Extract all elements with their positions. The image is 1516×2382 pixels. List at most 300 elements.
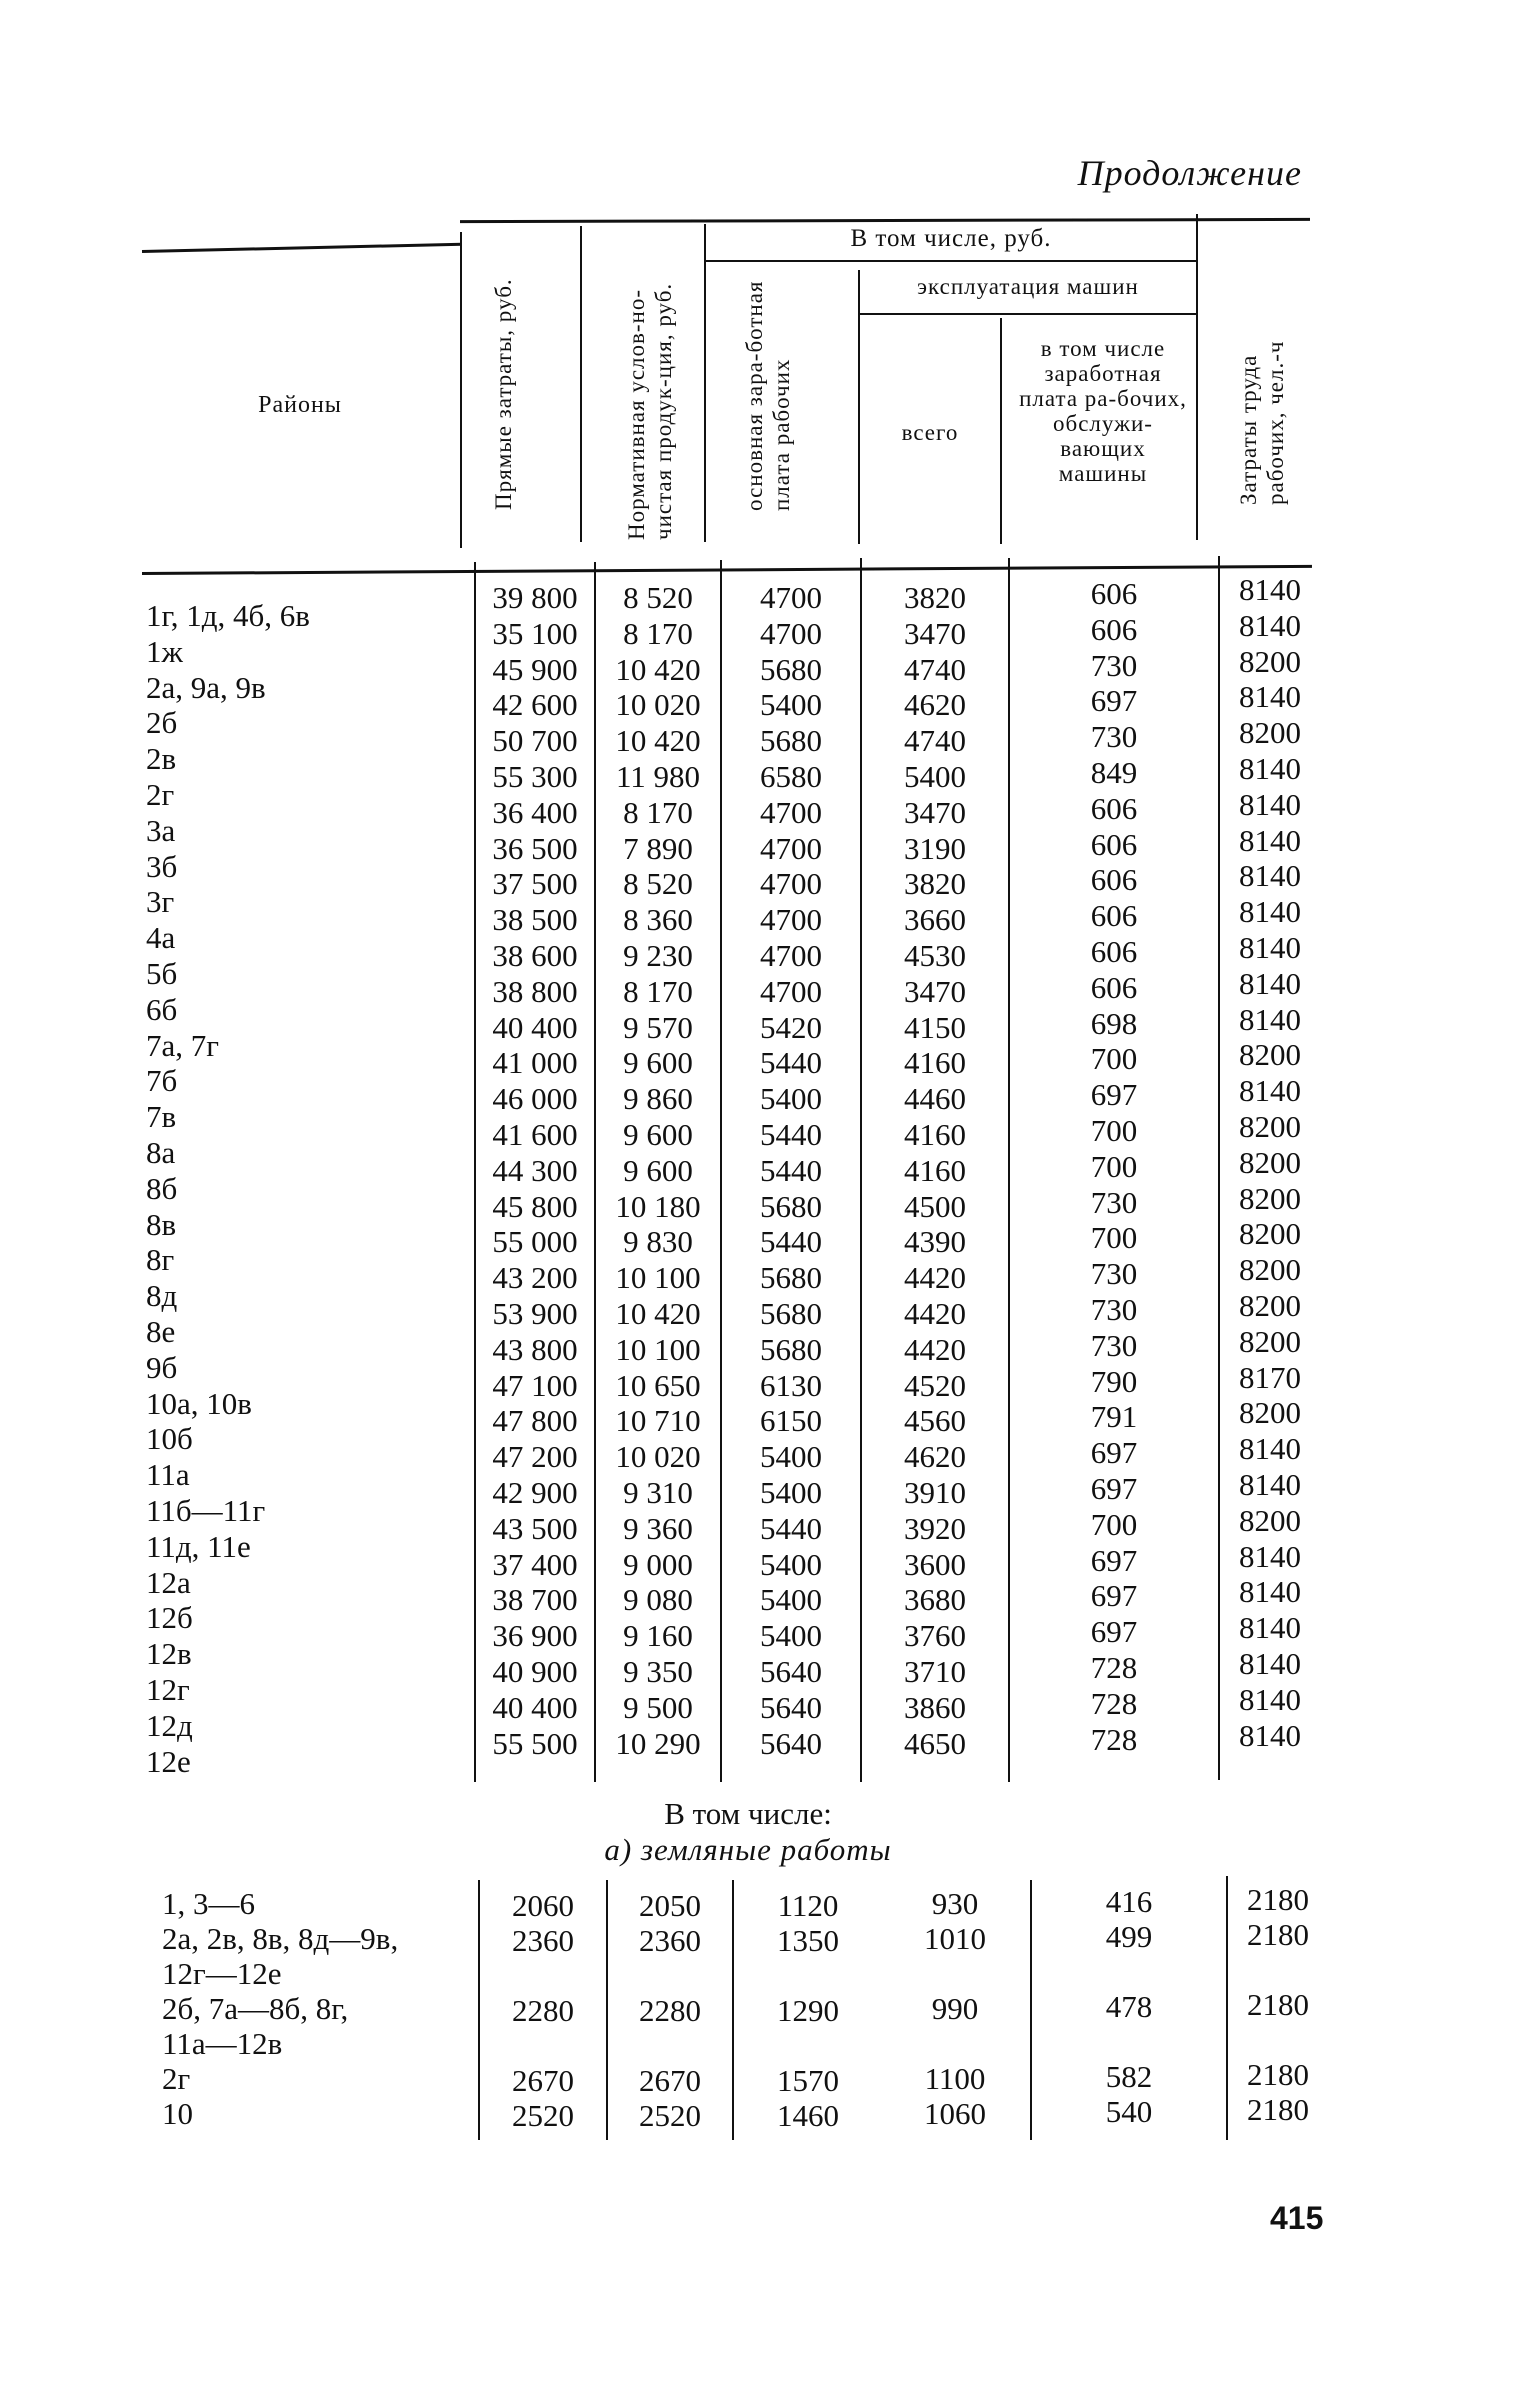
wage-cell: 4700 [760,866,822,902]
sub-labor-cell: 2180 [1247,1882,1309,1917]
base-wage-column [722,580,860,1761]
machine-wage-cell: 606 [1090,790,1138,826]
machine-total-cell: 4420 [904,1295,966,1331]
region-cell: 1г, 1д, 4б, 6в [146,598,310,633]
labor-cell: 8140 [1239,607,1301,643]
region-cell: 3а [146,812,176,848]
sub-direct-cell [480,2028,606,2063]
normative-cell: 9 160 [623,1618,693,1654]
sub-region-cell: 2г [162,2061,191,2096]
wage-cell: 4700 [760,902,822,938]
normative-cell: 9 310 [623,1474,693,1510]
wage-cell: 5680 [760,1295,822,1331]
machine-wage-cell: 730 [1090,1327,1138,1363]
machine-wage-cell: 730 [1090,1291,1138,1327]
machine-total-cell: 3710 [904,1653,966,1689]
machine-wage-cell: 606 [1090,826,1138,862]
machine-wage-cell: 606 [1090,898,1138,934]
sub-direct-cell: 2360 [512,1923,574,1958]
normative-cell: 10 420 [615,723,701,759]
labor-cell: 8140 [1239,894,1301,930]
sub-machine-total-cell: 1060 [924,2096,986,2131]
normative-cell: 10 710 [615,1403,701,1439]
sub-direct-cell: 2670 [512,2063,574,2098]
wage-cell: 4700 [760,580,822,615]
sub-machine-wage-cell [1032,1954,1226,1989]
machine-wage-cell: 697 [1090,1578,1138,1614]
wage-cell: 5680 [760,723,822,759]
wage-cell: 4700 [760,615,822,651]
normative-cell: 9 000 [623,1546,693,1582]
direct-cell: 41 600 [492,1116,578,1152]
wage-cell: 5640 [760,1725,822,1761]
sub-machine-total-cell: 1010 [924,1921,986,1956]
region-cell: 12д [146,1707,193,1743]
direct-cell: 47 800 [492,1403,578,1439]
wage-cell: 5400 [760,1474,822,1510]
wage-cell: 5400 [760,1439,822,1475]
direct-cell: 43 200 [492,1260,578,1296]
normative-cell: 8 170 [623,794,693,830]
wage-cell: 4700 [760,830,822,866]
machine-total-cell: 4150 [904,1009,966,1045]
labor-cell: 8200 [1239,1216,1301,1252]
header-hline-machines [860,313,1196,315]
sub-normative-cell: 2280 [639,1993,701,2028]
direct-cell: 40 400 [492,1689,578,1725]
region-cell: 2б [146,705,178,741]
machine-total-cell: 3820 [904,866,966,902]
labor-cell: 8200 [1239,1395,1301,1431]
direct-cell: 38 800 [492,973,578,1009]
sub-direct-cell: 2060 [512,1888,574,1923]
sub-direct-cell: 2520 [512,2098,574,2133]
region-cell: 6б [146,991,178,1027]
region-cell: 11б—11г [146,1492,266,1528]
header-normative: Нормативная услов-но-чистая продук-ция, руб. [624,282,676,540]
labor-cell: 8140 [1239,750,1301,786]
wage-cell: 4700 [760,973,822,1009]
machine-wage-cell: 697 [1090,1542,1138,1578]
machine-wage-cell: 697 [1090,1077,1138,1113]
normative-cell: 10 020 [615,1439,701,1475]
machine-total-cell: 4460 [904,1081,966,1117]
direct-cell: 38 600 [492,937,578,973]
normative-cell: 9 360 [623,1510,693,1546]
normative-cell: 9 600 [623,1116,693,1152]
machine-wage-cell: 730 [1090,719,1138,755]
region-cell: 2в [146,741,177,777]
machine-total-cell: 4620 [904,1439,966,1475]
machine-wage-cell: 730 [1090,1184,1138,1220]
region-cell: 4а [146,920,176,956]
sub-machine-total-cell: 1100 [924,2061,986,2096]
direct-cell: 45 800 [492,1188,578,1224]
direct-cell: 40 400 [492,1009,578,1045]
direct-cell: 46 000 [492,1081,578,1117]
region-cell: 12а [146,1564,191,1600]
machine-total-cell: 3600 [904,1546,966,1582]
direct-cell: 47 200 [492,1439,578,1475]
sub-wage-cell: 1570 [777,2063,839,2098]
machine-wage-cell: 730 [1090,1256,1138,1292]
machine-total-cell: 3470 [904,794,966,830]
normative-cell: 9 600 [623,1045,693,1081]
sub-machine-wage-cell: 416 [1105,1884,1153,1919]
machine-wage-cell: 698 [1090,1005,1138,1041]
labor-cell: 8140 [1239,786,1301,822]
region-cell: 8а [146,1134,176,1170]
region-cell: 7а, 7г [146,1027,219,1063]
header-vline-2 [580,226,582,542]
labor-cell: 8140 [1239,929,1301,965]
direct-cell: 55 500 [492,1725,578,1761]
sub-direct-column [480,1888,606,2133]
machine-wage-cell: 790 [1090,1363,1138,1399]
normative-cell: 9 600 [623,1152,693,1188]
labor-cell: 8200 [1239,1287,1301,1323]
wage-cell: 5440 [760,1152,822,1188]
direct-cell: 40 900 [492,1653,578,1689]
header-vline-4 [858,270,860,544]
wage-cell: 5680 [760,651,822,687]
sub-region-cell: 2а, 2в, 8в, 8д—9в, [162,1921,399,1956]
labor-cell: 8140 [1239,1073,1301,1109]
normative-cell: 9 350 [623,1653,693,1689]
wage-cell: 5640 [760,1689,822,1725]
sub-region-cell: 2б, 7а—8б, 8г, [162,1991,349,2026]
machine-total-cell: 3820 [904,580,966,615]
sub-wage-cell: 1290 [777,1993,839,2028]
sub-wage-cell [740,2028,876,2063]
machine-total-cell: 4620 [904,687,966,723]
normative-column [596,580,720,1761]
region-cell: 8г [146,1242,175,1278]
region-cell: 2г [146,776,175,812]
sub-machine-wage-cell: 540 [1105,2094,1153,2129]
direct-cell: 43 800 [492,1331,578,1367]
machine-total-cell: 4160 [904,1045,966,1081]
labor-cell: 8140 [1239,1574,1301,1610]
wage-cell: 5440 [760,1045,822,1081]
machine-total-cell: 4420 [904,1331,966,1367]
sub-region-cell: 1, 3—6 [162,1886,255,1921]
wage-cell: 5440 [760,1224,822,1260]
sub-normative-cell: 2520 [639,2098,701,2133]
header-vline-5 [1000,318,1002,544]
region-cell: 9б [146,1349,178,1385]
normative-cell: 10 650 [615,1367,701,1403]
machine-total-cell: 3660 [904,902,966,938]
machine-wage-cell: 606 [1090,576,1138,611]
top-rule-left [142,243,462,253]
machine-total-cell: 4650 [904,1725,966,1761]
direct-cell: 36 500 [492,830,578,866]
machine-total-cell: 4530 [904,937,966,973]
machine-total-cell: 3910 [904,1474,966,1510]
region-cell: 10б [146,1421,193,1457]
regions-column [146,598,310,1779]
region-cell: 1ж [146,633,183,669]
region-cell: 8д [146,1278,178,1314]
direct-cell: 38 700 [492,1582,578,1618]
labor-cell: 8140 [1239,858,1301,894]
region-cell: 11а [146,1457,190,1493]
normative-cell: 8 170 [623,973,693,1009]
sub-machine-wage-cell: 582 [1105,2059,1153,2094]
labor-cell: 8140 [1239,1431,1301,1467]
labor-cell: 8140 [1239,679,1301,715]
machine-total-cell: 3470 [904,615,966,651]
machine-wage-cell: 606 [1090,969,1138,1005]
sub-machine-wage-cell: 499 [1105,1919,1153,1954]
wage-cell: 5680 [760,1331,822,1367]
wage-cell: 4700 [760,794,822,830]
machine-total-cell: 3920 [904,1510,966,1546]
header-machine-operation: эксплуатация машин [917,274,1139,299]
sub-normative-cell [608,1958,732,1993]
header-vline-1 [460,232,462,548]
sub-wage-cell: 1460 [777,2098,839,2133]
labor-cell: 8140 [1239,1538,1301,1574]
wage-cell: 5400 [760,687,822,723]
direct-cell: 55 000 [492,1224,578,1260]
wage-cell: 4700 [760,937,822,973]
labor-cell: 8140 [1239,1717,1301,1753]
region-cell: 7в [146,1099,177,1135]
labor-cell: 8140 [1239,1466,1301,1502]
labor-cell: 8200 [1239,1144,1301,1180]
sub-machine-total-cell [880,2026,1030,2061]
machine-total-cell: 4420 [904,1260,966,1296]
region-cell: 12в [146,1636,192,1672]
header-vline-6 [1196,214,1198,540]
normative-cell: 10 290 [615,1725,701,1761]
normative-cell: 10 020 [615,687,701,723]
labor-cell: 8200 [1239,1037,1301,1073]
header-direct-costs: Прямые затраты, руб. [491,278,516,510]
wage-cell: 5400 [760,1618,822,1654]
wage-cell: 5400 [760,1081,822,1117]
direct-cell: 39 800 [492,580,578,615]
normative-cell: 10 100 [615,1260,701,1296]
normative-cell: 9 500 [623,1689,693,1725]
machine-wage-cell: 728 [1090,1649,1138,1685]
wage-cell: 6130 [760,1367,822,1403]
labor-cell: 8200 [1239,1502,1301,1538]
normative-cell: 9 860 [623,1081,693,1117]
normative-cell: 9 080 [623,1582,693,1618]
machine-total-cell: 3470 [904,973,966,1009]
direct-cell: 42 900 [492,1474,578,1510]
wage-cell: 5400 [760,1582,822,1618]
labor-cell: 8140 [1239,572,1301,607]
continuation-label: Продолжение [1077,153,1302,193]
sub-labor-cell: 2180 [1247,1917,1309,1952]
machine-wage-cell: 849 [1090,754,1138,790]
sub-machine-wage-column [1032,1884,1226,2129]
header-base-wage: основная зара-ботная плата рабочих [742,280,794,511]
machine-wage-cell: 700 [1090,1148,1138,1184]
sub-wage-cell: 1120 [777,1888,839,1923]
wage-cell: 5440 [760,1116,822,1152]
machine-wage-cell: 606 [1090,933,1138,969]
region-cell: 12е [146,1743,191,1779]
labor-cell: 8200 [1239,643,1301,679]
region-cell: 7б [146,1063,178,1099]
region-cell: 3б [146,848,178,884]
sub-regions-column [162,1886,398,2131]
direct-cell: 35 100 [492,615,578,651]
machine-total-cell: 4160 [904,1152,966,1188]
sub-vline-3 [732,1880,734,2140]
machine-wage-cell: 697 [1090,1614,1138,1650]
subsection-including: В том числе: [664,1796,832,1831]
machine-wage-cell: 700 [1090,1041,1138,1077]
machine-wage-cell: 730 [1090,647,1138,683]
labor-cell: 8140 [1239,1610,1301,1646]
sub-labor-column [1228,1882,1328,2127]
machine-total-cell: 4740 [904,723,966,759]
header-regions: Районы [258,392,342,418]
labor-column [1220,572,1320,1753]
sub-wage-cell [740,1958,876,1993]
labor-cell: 8140 [1239,1681,1301,1717]
labor-cell: 8200 [1239,1323,1301,1359]
sub-wage-cell: 1350 [777,1923,839,1958]
sub-normative-cell: 2360 [639,1923,701,1958]
machine-wage-cell: 700 [1090,1112,1138,1148]
sub-labor-cell: 2180 [1247,2057,1309,2092]
sub-labor-cell [1228,1952,1328,1987]
top-rule-right [460,218,1310,223]
direct-cell: 47 100 [492,1367,578,1403]
normative-cell: 8 360 [623,902,693,938]
machine-wage-cell: 728 [1090,1721,1138,1757]
region-cell: 8б [146,1170,178,1206]
sub-machine-wage-cell: 478 [1105,1989,1153,2024]
wage-cell: 5400 [760,1546,822,1582]
wage-cell: 6580 [760,758,822,794]
direct-cell: 41 000 [492,1045,578,1081]
machine-wage-column [1010,576,1218,1757]
direct-cell: 37 500 [492,866,578,902]
labor-cell: 8200 [1239,715,1301,751]
wage-cell: 6150 [760,1403,822,1439]
region-cell: 10а, 10в [146,1385,252,1421]
labor-cell: 8140 [1239,965,1301,1001]
sub-machine-total-column [880,1886,1030,2131]
machine-wage-cell: 728 [1090,1685,1138,1721]
region-cell: 5б [146,955,178,991]
machine-total-column [862,580,1008,1761]
normative-cell: 8 520 [623,580,693,615]
sub-region-cell: 12г—12е [162,1956,282,1991]
normative-cell: 8 520 [623,866,693,902]
labor-cell: 8200 [1239,1108,1301,1144]
wage-cell: 5680 [760,1188,822,1224]
header-labor: Затраты труда рабочих, чел.-ч [1236,340,1288,505]
header-including-rub: В том числе, руб. [850,225,1052,252]
direct-cell: 37 400 [492,1546,578,1582]
sub-labor-cell: 2180 [1247,1987,1309,2022]
region-cell: 8е [146,1313,176,1349]
normative-cell: 10 100 [615,1331,701,1367]
machine-total-cell: 4740 [904,651,966,687]
machine-total-cell: 4560 [904,1403,966,1439]
normative-cell: 8 170 [623,615,693,651]
region-cell: 3г [146,884,175,920]
labor-cell: 8140 [1239,1645,1301,1681]
normative-cell: 10 420 [615,1295,701,1331]
sub-region-cell: 11а—12в [162,2026,283,2061]
labor-cell: 8140 [1239,1001,1301,1037]
page-number: 415 [1270,2200,1324,2236]
direct-cell: 55 300 [492,758,578,794]
machine-total-cell: 4500 [904,1188,966,1224]
direct-cell: 53 900 [492,1295,578,1331]
machine-wage-cell: 697 [1090,1470,1138,1506]
machine-total-cell: 3190 [904,830,966,866]
direct-cell: 38 500 [492,902,578,938]
sub-wage-column [740,1888,876,2133]
sub-machine-total-cell [880,1956,1030,1991]
sub-direct-cell [480,1958,606,1993]
header-machine-wage: в том числе заработная плата ра-бочих, обслужи-вающих машины [1019,336,1187,486]
machine-total-cell: 3680 [904,1582,966,1618]
normative-cell: 10 180 [615,1188,701,1224]
header-machine-total: всего [901,420,959,445]
wage-cell: 5640 [760,1653,822,1689]
machine-total-cell: 4160 [904,1116,966,1152]
machine-wage-cell: 606 [1090,611,1138,647]
sub-labor-cell [1228,2022,1328,2057]
machine-total-cell: 5400 [904,758,966,794]
normative-cell: 9 570 [623,1009,693,1045]
sub-machine-total-cell: 990 [931,1991,979,2026]
sub-normative-cell: 2050 [639,1888,701,1923]
machine-wage-cell: 697 [1090,1435,1138,1471]
region-cell: 12г [146,1671,190,1707]
sub-machine-total-cell: 930 [931,1886,979,1921]
machine-wage-cell: 697 [1090,683,1138,719]
region-cell: 11д, 11е [146,1528,251,1564]
direct-cell: 44 300 [492,1152,578,1188]
sub-labor-cell: 2180 [1247,2092,1309,2127]
normative-cell: 11 980 [615,758,701,794]
region-cell: 12б [146,1600,193,1636]
labor-cell: 8140 [1239,822,1301,858]
wage-cell: 5440 [760,1510,822,1546]
header-bottom-rule [142,565,1312,575]
sub-region-cell: 10 [162,2096,193,2131]
wage-cell: 5420 [760,1009,822,1045]
normative-cell: 7 890 [623,830,693,866]
sub-normative-cell: 2670 [639,2063,701,2098]
machine-total-cell: 3860 [904,1689,966,1725]
machine-wage-cell: 791 [1090,1399,1138,1435]
labor-cell: 8200 [1239,1252,1301,1288]
labor-cell: 8170 [1239,1359,1301,1395]
machine-total-cell: 4520 [904,1367,966,1403]
labor-cell: 8200 [1239,1180,1301,1216]
normative-cell: 9 230 [623,937,693,973]
normative-cell: 9 830 [623,1224,693,1260]
sub-direct-cell: 2280 [512,1993,574,2028]
normative-cell: 10 420 [615,651,701,687]
sub-normative-cell [608,2028,732,2063]
region-cell: 8в [146,1206,177,1242]
